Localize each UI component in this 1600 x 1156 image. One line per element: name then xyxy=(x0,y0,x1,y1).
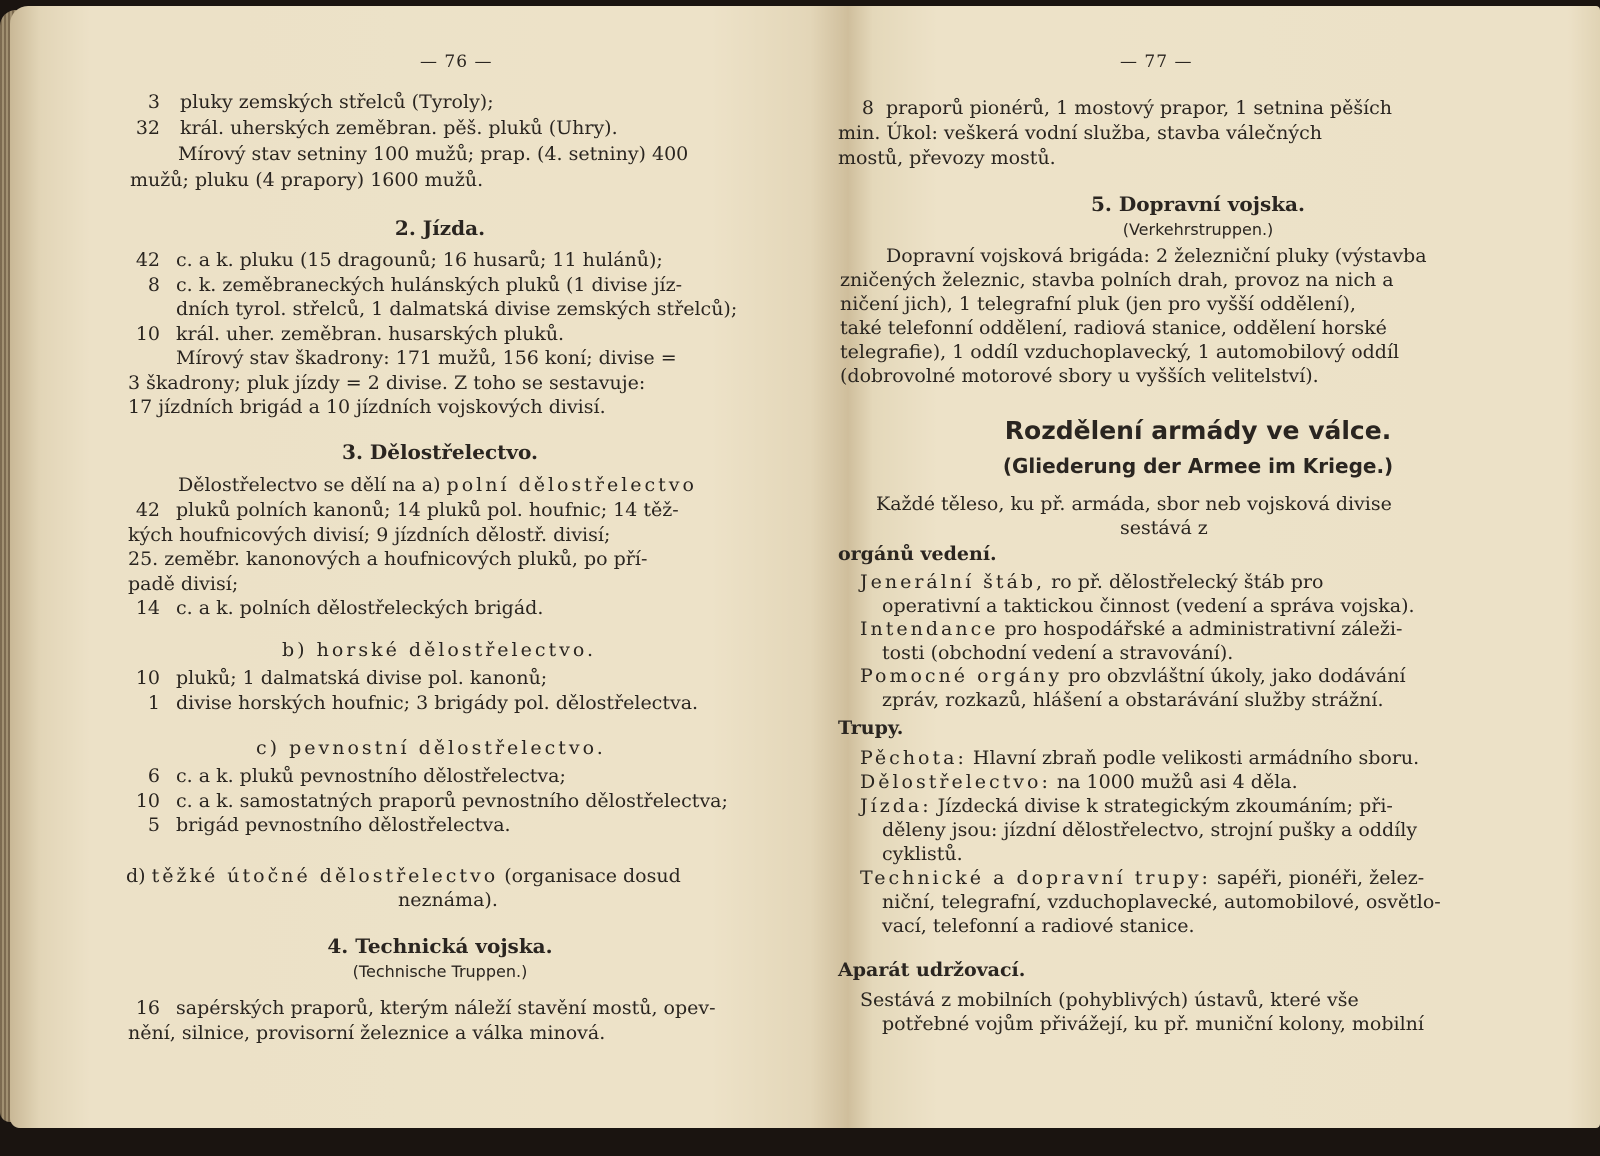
line-text: d) xyxy=(126,865,146,887)
line-text: 25. zeměbr. kanonových a houfnicových pluků, po pří- xyxy=(128,548,648,570)
subsection-heading: b) horské dělostřelectvo. xyxy=(282,639,597,661)
line-text: zničených železnic, stavba polních drah, provoz na nich a xyxy=(840,269,1394,291)
section-heading: 4. Technická vojska. xyxy=(327,934,553,958)
group-heading: Trupy. xyxy=(838,717,904,739)
line-text: sapéři, pionéři, želez- xyxy=(1210,867,1425,889)
line-text: Jízdecká divise k strategickým zkoumáním; při- xyxy=(931,795,1393,817)
right-page xyxy=(838,6,1600,1128)
line-text: Dopravní vojsková brigáda: 2 železniční pluky (výstavba xyxy=(886,245,1427,267)
line-text: na 1000 mužů asi 4 děla. xyxy=(1050,771,1298,793)
line-text: tosti (obchodní vedení a stravování). xyxy=(882,641,1234,664)
line-text: nění, silnice, provisorní železnice a válka minová. xyxy=(128,1021,606,1044)
emphasis-text: Pěchota: xyxy=(860,747,967,769)
line-text: Dělostřelectvo se dělí na a) xyxy=(178,474,441,496)
paragraph-line xyxy=(860,664,1406,688)
section-heading: 2. Jízda. xyxy=(394,216,486,240)
line-text: ro př. dělostřelecký štáb pro xyxy=(1045,571,1324,593)
line-text: potřebné vojům přivážejí, ku př. muniční kolony, mobilní xyxy=(882,1013,1424,1035)
line-text: niční, telegrafní, vzduchoplavecké, automobilové, osvětlo- xyxy=(882,891,1441,913)
line-text: praporů pionérů, 1 mostový prapor, 1 setnina pěších xyxy=(886,97,1393,119)
emphasis-text: Jenerální štáb, xyxy=(860,571,1046,593)
emphasis-text: polní dělostřelectvo xyxy=(446,474,697,496)
line-text: také telefonní oddělení, radiová stanice, oddělení horské xyxy=(840,317,1387,339)
emphasis-text: Dělostřelectvo: xyxy=(860,771,1051,793)
paragraph-line xyxy=(882,842,963,866)
paragraph-line xyxy=(882,818,1417,842)
section-subheading: (Technische Truppen.) xyxy=(352,962,528,981)
line-text: 3 škadrony; pluk jízdy = 2 divise. Z toho se sestavuje: xyxy=(128,371,646,394)
line-text: děleny jsou: jízdní dělostřelectvo, strojní pušky a oddíly xyxy=(882,819,1418,841)
page-number: — 77 — xyxy=(1120,52,1193,72)
line-text: c. a k. polních dělostřeleckých brigád. xyxy=(176,597,544,619)
paragraph-line xyxy=(882,1012,1424,1036)
line-text: pluků polních kanonů; 14 pluků pol. houfnic; 14 těž- xyxy=(176,499,679,521)
paragraph-line xyxy=(882,890,1441,914)
line-text: divise horských houfnic; 3 brigády pol. dělostřelectva. xyxy=(176,691,699,714)
line-text: pro obzvláštní úkoly, jako dodávání xyxy=(1062,665,1406,687)
paragraph-line xyxy=(860,746,1419,770)
line-number: 3 xyxy=(147,91,160,113)
line-text: min. Úkol: veškerá vodní služba, stavba válečných xyxy=(838,122,1323,144)
line-text: 17 jízdních brigád a 10 jízdních vojskových divisí. xyxy=(128,396,606,418)
line-text: král. uherských zeměbran. pěš. pluků (Uhry). xyxy=(180,117,618,139)
line-number: 1 xyxy=(147,691,160,714)
paragraph-line xyxy=(860,617,1402,641)
paragraph-line xyxy=(882,594,1415,618)
line-text: c. a k. pluků pevnostního dělostřelectva; xyxy=(176,765,566,787)
paragraph-line xyxy=(882,641,1233,665)
line-text: král. uher. zeměbran. husarských pluků. xyxy=(176,322,565,345)
line-text: c. a k. pluku (15 dragounů; 16 husarů; 11 hulánů); xyxy=(176,249,663,271)
line-text: dních tyrol. střelců, 1 dalmatská divise zemských střelců); xyxy=(176,298,738,320)
emphasis-text: Pomocné orgány xyxy=(860,665,1063,687)
line-number: 32 xyxy=(135,117,160,139)
paragraph-line xyxy=(178,473,697,497)
line-number: 42 xyxy=(135,499,160,521)
section-heading: 5. Dopravní vojska. xyxy=(1091,192,1305,216)
line-text: c. a k. samostatných praporů pevnostního dělostřelectva; xyxy=(176,789,728,812)
line-text: Sestává z mobilních (pohyblivých) ústavů, které vše xyxy=(860,989,1359,1011)
line-number: 14 xyxy=(135,597,160,619)
section-subheading: (Verkehrstruppen.) xyxy=(1122,220,1274,239)
line-text: cyklistů. xyxy=(882,843,963,865)
line-text: ničení jich), 1 telegrafní pluk (jen pro vyšší oddělení), xyxy=(840,293,1356,315)
line-text: mostů, převozy mostů. xyxy=(838,147,1056,169)
line-text: zpráv, rozkazů, hlášení a obstarávání služby strážní. xyxy=(882,688,1384,711)
line-text: padě divisí; xyxy=(128,572,239,595)
emphasis-text: Technické a dopravní trupy: xyxy=(860,867,1211,889)
line-number: 10 xyxy=(135,789,160,812)
paragraph-line xyxy=(882,914,1195,938)
line-text: vací, telefonní a radiové stanice. xyxy=(882,915,1195,937)
line-text: telegrafie), 1 oddíl vzduchoplavecký, 1 automobilový oddíl xyxy=(840,341,1400,363)
paragraph-line xyxy=(860,794,1393,818)
paragraph-line xyxy=(882,688,1384,712)
section-heading: 3. Dělostřelectvo. xyxy=(342,440,538,464)
group-heading: Aparát udržovací. xyxy=(838,959,1026,981)
line-text: pro hospodářské a administrativní záleži- xyxy=(998,618,1403,640)
line-text: mužů; pluku (4 prapory) 1600 mužů. xyxy=(130,169,484,191)
line-text: sapérských praporů, kterým náleží stavění mostů, opev- xyxy=(176,997,716,1019)
line-text: brigád pevnostního dělostřelectva. xyxy=(176,814,511,836)
chapter-subtitle: (Gliederung der Armee im Kriege.) xyxy=(1002,454,1394,478)
line-text: (organisace dosud xyxy=(504,865,681,887)
line-number: 42 xyxy=(135,249,160,271)
group-heading: orgánů vedení. xyxy=(838,543,997,565)
line-text: Mírový stav škadrony: 171 mužů, 156 koní; divise = xyxy=(176,347,677,369)
paragraph-line xyxy=(860,770,1298,794)
line-text: Hlavní zbraň podle velikosti armádního sboru. xyxy=(966,747,1420,769)
subsection-d-line xyxy=(126,864,681,888)
line-text: kých houfnicových divisí; 9 jízdních dělostř. divisí; xyxy=(128,523,611,546)
line-text: operativní a taktickou činnost (vedení a správa vojska). xyxy=(882,594,1415,617)
subsection-d-line: neznáma). xyxy=(398,889,498,911)
paragraph-line xyxy=(860,570,1323,594)
line-number: 8 xyxy=(147,273,160,296)
line-number: 16 xyxy=(135,997,160,1019)
emphasis-text: Intendance xyxy=(860,618,999,640)
line-number: 10 xyxy=(135,322,160,345)
left-page xyxy=(10,6,848,1128)
line-text: pluky zemských střelců (Tyroly); xyxy=(180,91,494,113)
line-number: 10 xyxy=(135,667,160,689)
page-number: — 76 — xyxy=(420,52,493,72)
line-number: 6 xyxy=(147,765,160,787)
paragraph-line: sestává z xyxy=(1120,517,1208,539)
chapter-title: Rozdělení armády ve válce. xyxy=(1004,416,1392,445)
paragraph-line xyxy=(860,988,1359,1012)
line-number: 5 xyxy=(147,814,160,836)
paragraph-line: Každé těleso, ku př. armáda, sbor neb vojsková divise xyxy=(876,493,1392,515)
paragraph-line xyxy=(860,866,1424,890)
emphasis-text: těžké útočné dělostřelectvo xyxy=(151,865,499,887)
emphasis-text: Jízda: xyxy=(860,795,932,817)
line-text: c. k. zeměbraneckých hulánských pluků (1 divise jíz- xyxy=(176,273,683,296)
line-text: pluků; 1 dalmatská divise pol. kanonů; xyxy=(176,667,548,689)
line-number: 8 xyxy=(861,97,874,119)
line-text: (dobrovolné motorové sbory u vyšších velitelství). xyxy=(840,365,1319,387)
subsection-heading: c) pevnostní dělostřelectvo. xyxy=(256,737,606,759)
line-text: Mírový stav setniny 100 mužů; prap. (4. setniny) 400 xyxy=(178,143,689,165)
